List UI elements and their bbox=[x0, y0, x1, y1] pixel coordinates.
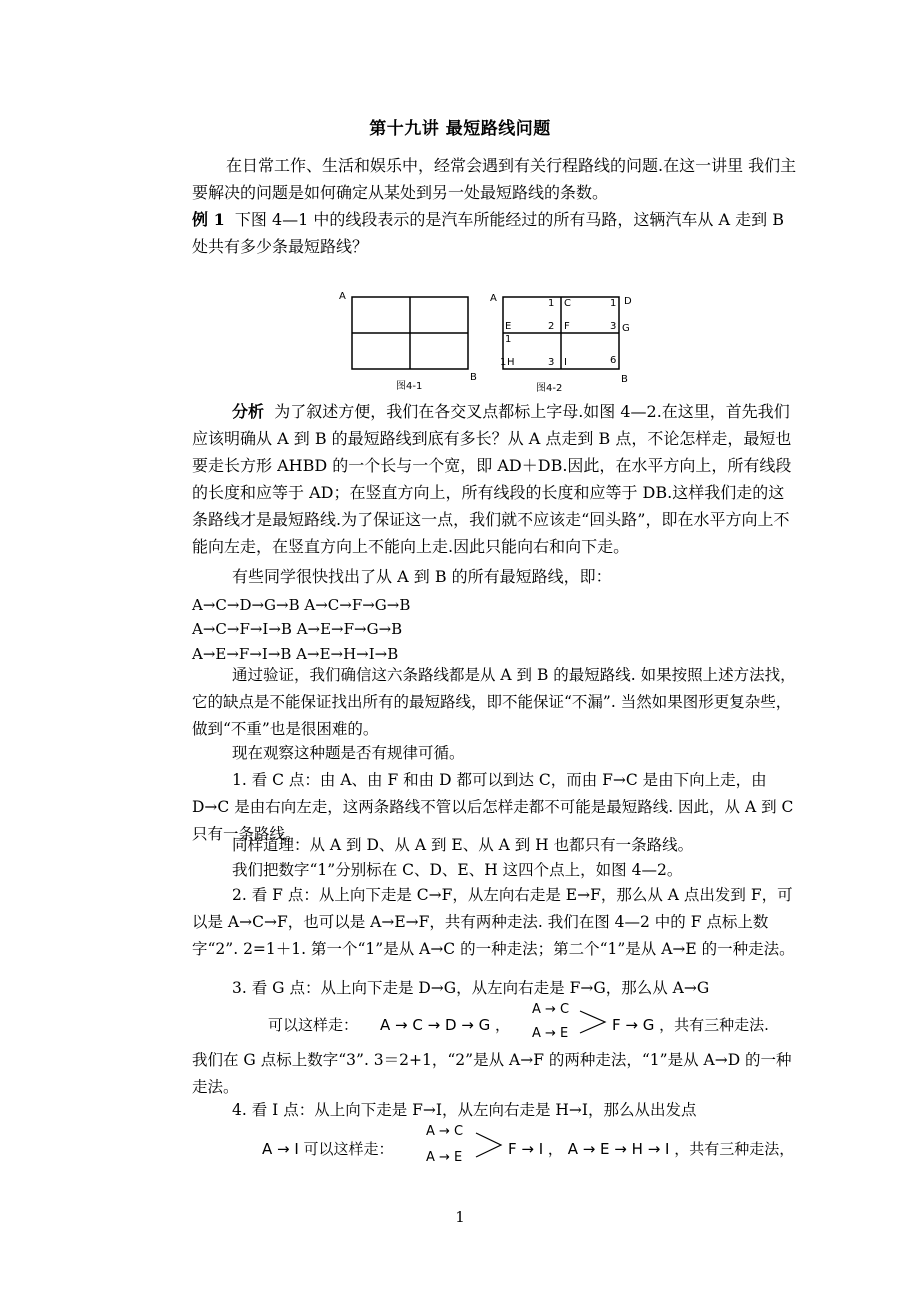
formula2-top: A → C bbox=[426, 1124, 464, 1139]
formula1-bottom: A → E bbox=[532, 1026, 569, 1041]
fig2-label-d: D bbox=[624, 296, 632, 307]
route-line-1: A→C→D→G→B A→C→F→G→B bbox=[192, 596, 411, 614]
step2-paragraph: 2. 看 F 点：从上向下走是 C→F，从左向右走是 E→F，那么从 A 点出发到 F，可以是 A→C→F，也可以是 A→E→F，共有两种走法. 我们在图 4—2 中的 F 点标上数字“2”. 2=1＋1. 第一个“1”是从 A→C 的一种走法；第二个“1”是从 A→E 的一种走法。 bbox=[192, 886, 795, 958]
fig1-label-a: A bbox=[339, 291, 346, 302]
example-text: 下图 4—1 中的线段表示的是汽车所能经过的所有马路，这辆汽车从 A 走到 B 处共有多少条最短路线？ bbox=[192, 210, 784, 256]
formula1-merge-icon bbox=[578, 1008, 608, 1036]
analysis-label: 分析 bbox=[232, 402, 265, 421]
formula2-lead: A → I 可以这样走： bbox=[262, 1140, 394, 1158]
analysis-text: 为了叙述方便，我们在各交叉点都标上字母.如图 4—2.在这里，首先我们应该明确从 A 到 B 的最短路线到底有多长？从 A 点走到 B 点，不论怎样走，最短也要走长方形 AHBD 的一个长与一个宽，即 AD＋DB.因此，在水平方向上，所有线段的长度和应等于 AD；在竖直方向上，所有线段的长度和应等于 DB.这样我们走的这条路线才是最短路线.为了保证这一点，我们就不应该走“回头路”，即在水平方向上不能向左走，在竖直方向上不能向上走.因此只能向右和向下走。 bbox=[192, 402, 792, 556]
route-line-3: A→E→F→I→B A→E→H→I→B bbox=[192, 645, 399, 663]
fig2-number-f: 2 bbox=[548, 321, 555, 332]
fig2-label-c: C bbox=[564, 298, 571, 309]
figure-4-2 bbox=[490, 293, 632, 394]
formula2-bottom: A → E bbox=[426, 1150, 463, 1165]
formula1-tail: F → G ，共有三种走法. bbox=[612, 1016, 769, 1034]
formula1-path1: A → C → D → G ， bbox=[380, 1016, 510, 1034]
page-number: 1 bbox=[455, 1208, 465, 1226]
fig1-caption: 图4-1 bbox=[396, 381, 423, 392]
fig2-caption: 图4-2 bbox=[536, 383, 563, 394]
fig2-number-d: 1 bbox=[610, 298, 617, 309]
analysis-paragraph bbox=[192, 398, 800, 560]
step3-paragraph: 3. 看 G 点：从上向下走是 D→G，从左向右走是 F→G，那么从 A→G bbox=[232, 979, 710, 997]
fig2-label-b: B bbox=[621, 374, 628, 385]
formula2-merge-icon bbox=[474, 1130, 504, 1160]
fig2-number-i: 3 bbox=[548, 357, 555, 368]
step1-paragraph: 1. 看 C 点：由 A、由 F 和由 D 都可以到达 C，而由 F→C 是由下向上走，由 D→C 是由右向左走，这两条路线不管以后怎样走都不可能是最短路线. 因此，从 A 到 C 只有一条路线。 bbox=[192, 771, 794, 843]
fig2-number-h: 1 bbox=[500, 357, 507, 368]
same-paragraph: 同样道理：从 A 到 D、从 A 到 E、从 A 到 H 也都只有一条路线。 bbox=[232, 836, 694, 854]
found-paragraph: 有些同学很快找出了从 A 到 B 的所有最短路线，即： bbox=[232, 567, 612, 586]
example-paragraph bbox=[192, 206, 800, 260]
fig2-number-c: 1 bbox=[548, 298, 555, 309]
fig2-label-h: H bbox=[507, 357, 515, 368]
fig2-number-e: 1 bbox=[505, 334, 512, 345]
intro-paragraph: 在日常工作、生活和娱乐中，经常会遇到有关行程路线的问题.在这一讲里 我们主要解决的问题是如何确定从某处到另一处最短路线的条数。 bbox=[192, 156, 797, 202]
mark-paragraph: 我们把数字“1”分别标在 C、D、E、H 这四个点上，如图 4—2。 bbox=[232, 861, 683, 879]
fig2-label-g: G bbox=[622, 323, 630, 334]
verify-paragraph: 通过验证，我们确信这六条路线都是从 A 到 B 的最短路线. 如果按照上述方法找，它的缺点是不能保证找出所有的最短路线，即不能保证“不漏”. 当然如果图形更复杂些，做到“不重”也是很困难的。 bbox=[192, 666, 796, 738]
fig2-label-a: A bbox=[490, 293, 497, 304]
step4-paragraph: 4. 看 I 点：从上向下走是 F→I，从左向右走是 H→I，那么从出发点 bbox=[232, 1101, 697, 1119]
example-label: 例 1 bbox=[192, 210, 225, 229]
grid-figures bbox=[336, 285, 636, 400]
fig1-label-b: B bbox=[470, 372, 477, 383]
route-line-2: A→C→F→I→B A→E→F→G→B bbox=[192, 620, 403, 638]
fig2-number-b: 6 bbox=[610, 355, 617, 366]
fig2-label-e: E bbox=[505, 321, 512, 332]
page-title: 第十九讲 最短路线问题 bbox=[369, 119, 551, 139]
figures bbox=[336, 285, 636, 400]
fig2-label-i: I bbox=[564, 357, 567, 368]
figure-4-1 bbox=[339, 291, 477, 392]
formula2-tail: F → I ， A → E → H → I ，共有三种走法， bbox=[508, 1140, 795, 1158]
g-note-paragraph: 我们在 G 点标上数字“3”. 3＝2+1，“2”是从 A→F 的两种走法，“1”是从 A→D 的一种走法。 bbox=[192, 1051, 792, 1096]
fig2-number-g: 3 bbox=[610, 321, 617, 332]
formula1-top: A → C bbox=[532, 1002, 570, 1017]
formula1-lead: 可以这样走： bbox=[268, 1016, 359, 1034]
observe-paragraph: 现在观察这种题是否有规律可循。 bbox=[232, 744, 465, 762]
fig2-label-f: F bbox=[564, 321, 570, 332]
